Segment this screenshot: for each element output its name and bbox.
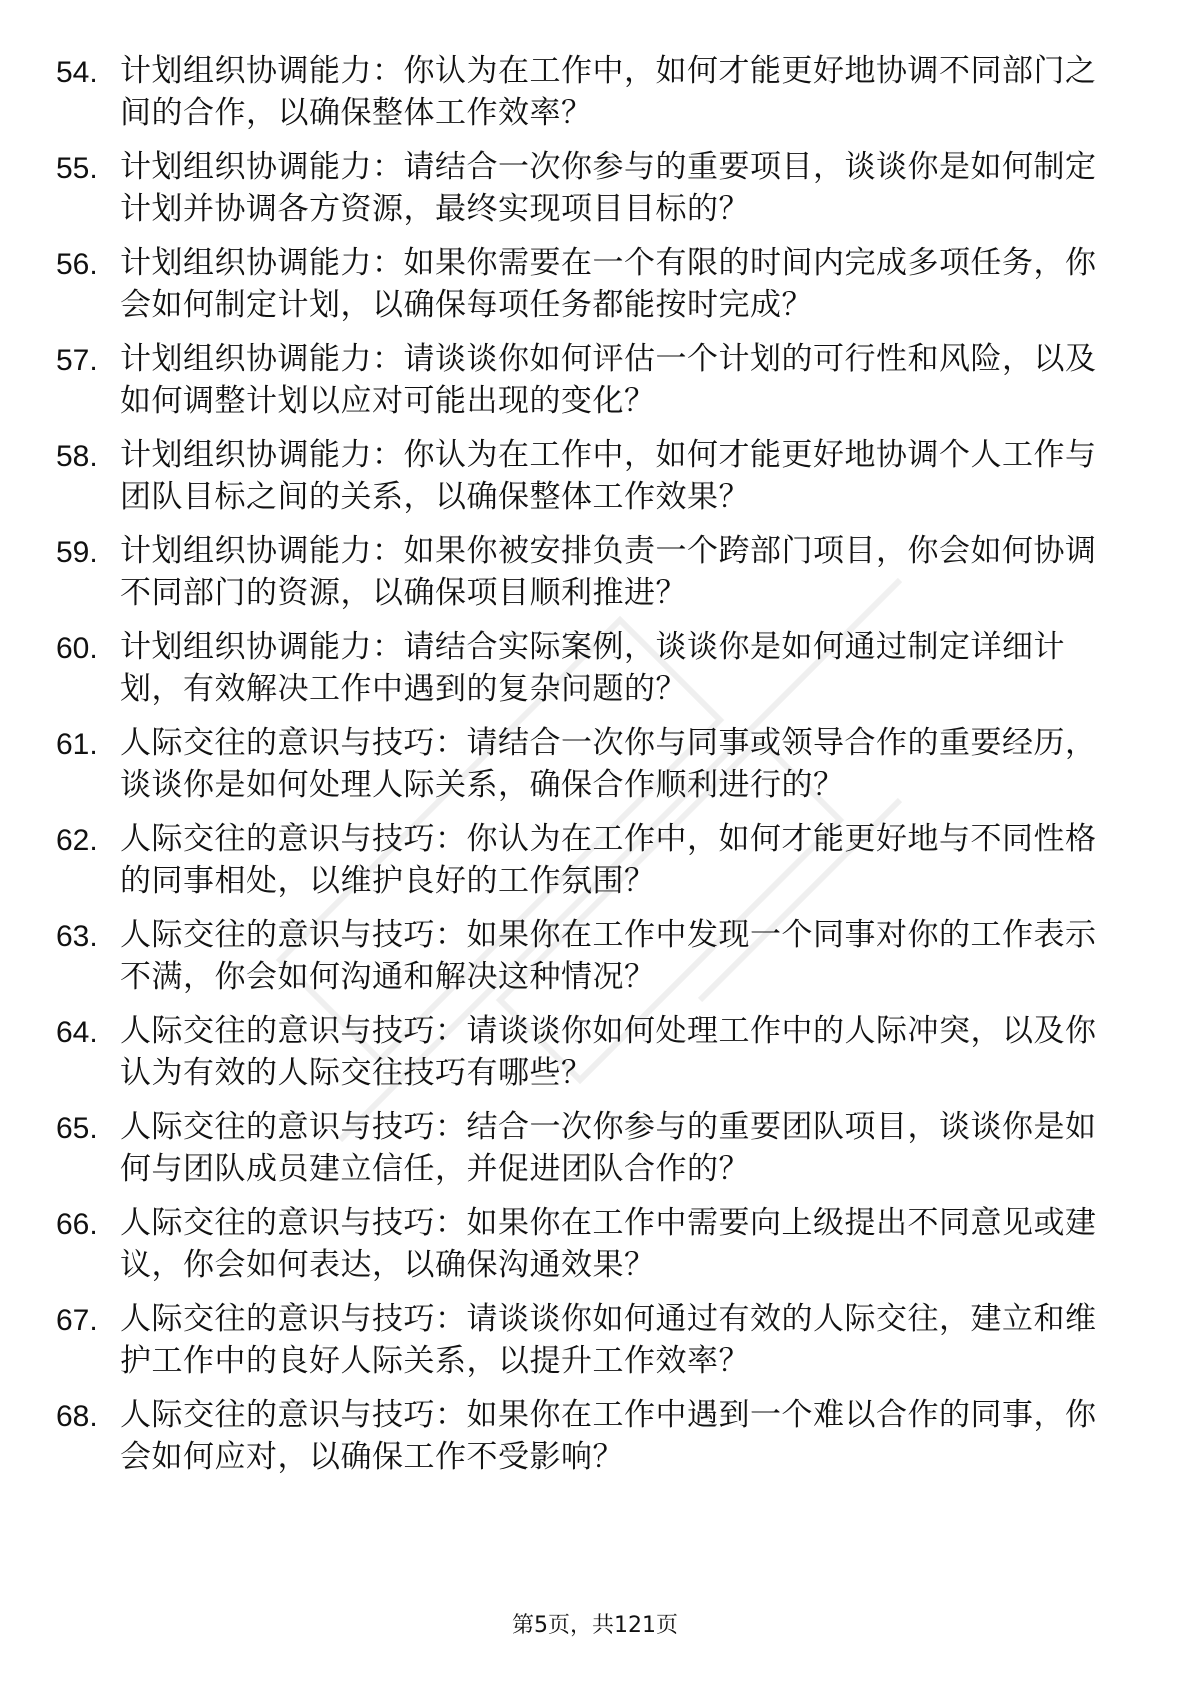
question-text: 计划组织协调能力：请结合实际案例，谈谈你是如何通过制定详细计划，有效解决工作中遇到的复杂问题的？ — [120, 629, 1065, 707]
question-item — [0, 722, 1190, 818]
question-item — [0, 1010, 1190, 1106]
question-text: 计划组织协调能力：如果你被安排负责一个跨部门项目，你会如何协调不同部门的资源，以确保项目顺利推进？ — [120, 533, 1097, 611]
question-item — [0, 626, 1190, 722]
question-list — [0, 50, 1190, 1490]
question-text: 计划组织协调能力：你认为在工作中，如何才能更好地协调不同部门之间的合作，以确保整体工作效率？ — [120, 53, 1097, 131]
question-text: 人际交往的意识与技巧：请谈谈你如何处理工作中的人际冲突，以及你认为有效的人际交往技巧有哪些？ — [120, 1013, 1097, 1091]
question-item — [0, 50, 1190, 146]
question-number: 62. — [56, 824, 98, 857]
question-text: 计划组织协调能力：请谈谈你如何评估一个计划的可行性和风险，以及如何调整计划以应对可能出现的变化？ — [120, 341, 1097, 419]
question-text: 计划组织协调能力：如果你需要在一个有限的时间内完成多项任务，你会如何制定计划，以确保每项任务都能按时完成？ — [120, 245, 1097, 323]
question-number: 66. — [56, 1208, 98, 1241]
question-item — [0, 242, 1190, 338]
question-text: 人际交往的意识与技巧：如果你在工作中需要向上级提出不同意见或建议，你会如何表达，以确保沟通效果？ — [120, 1205, 1097, 1283]
question-number: 67. — [56, 1304, 98, 1337]
question-item — [0, 1202, 1190, 1298]
question-number: 55. — [56, 152, 98, 185]
question-item — [0, 530, 1190, 626]
question-number: 63. — [56, 920, 98, 953]
question-text: 计划组织协调能力：你认为在工作中，如何才能更好地协调个人工作与团队目标之间的关系，以确保整体工作效果？ — [120, 437, 1097, 515]
question-item — [0, 434, 1190, 530]
question-number: 57. — [56, 344, 98, 377]
question-text: 人际交往的意识与技巧：如果你在工作中发现一个同事对你的工作表示不满，你会如何沟通和解决这种情况？ — [120, 917, 1097, 995]
question-number: 54. — [56, 56, 98, 89]
question-text: 人际交往的意识与技巧：结合一次你参与的重要团队项目，谈谈你是如何与团队成员建立信任，并促进团队合作的？ — [120, 1109, 1097, 1187]
question-item — [0, 1106, 1190, 1202]
question-item — [0, 1298, 1190, 1394]
question-number: 65. — [56, 1112, 98, 1145]
question-number: 61. — [56, 728, 98, 761]
question-item — [0, 914, 1190, 1010]
question-number: 58. — [56, 440, 98, 473]
question-item — [0, 1394, 1190, 1490]
question-text: 人际交往的意识与技巧：请结合一次你与同事或领导合作的重要经历，谈谈你是如何处理人际关系，确保合作顺利进行的？ — [120, 725, 1097, 803]
question-item — [0, 818, 1190, 914]
question-number: 68. — [56, 1400, 98, 1433]
question-number: 60. — [56, 632, 98, 665]
question-number: 59. — [56, 536, 98, 569]
question-text: 人际交往的意识与技巧：如果你在工作中遇到一个难以合作的同事，你会如何应对，以确保工作不受影响？ — [120, 1397, 1097, 1475]
question-number: 64. — [56, 1016, 98, 1049]
page-footer: 第5页，共121页 — [512, 1613, 678, 1638]
question-number: 56. — [56, 248, 98, 281]
question-text: 计划组织协调能力：请结合一次你参与的重要项目，谈谈你是如何制定计划并协调各方资源，最终实现项目目标的？ — [120, 149, 1097, 227]
question-text: 人际交往的意识与技巧：请谈谈你如何通过有效的人际交往，建立和维护工作中的良好人际关系，以提升工作效率？ — [120, 1301, 1097, 1379]
question-item — [0, 146, 1190, 242]
question-item — [0, 338, 1190, 434]
question-text: 人际交往的意识与技巧：你认为在工作中，如何才能更好地与不同性格的同事相处，以维护良好的工作氛围？ — [120, 821, 1097, 899]
